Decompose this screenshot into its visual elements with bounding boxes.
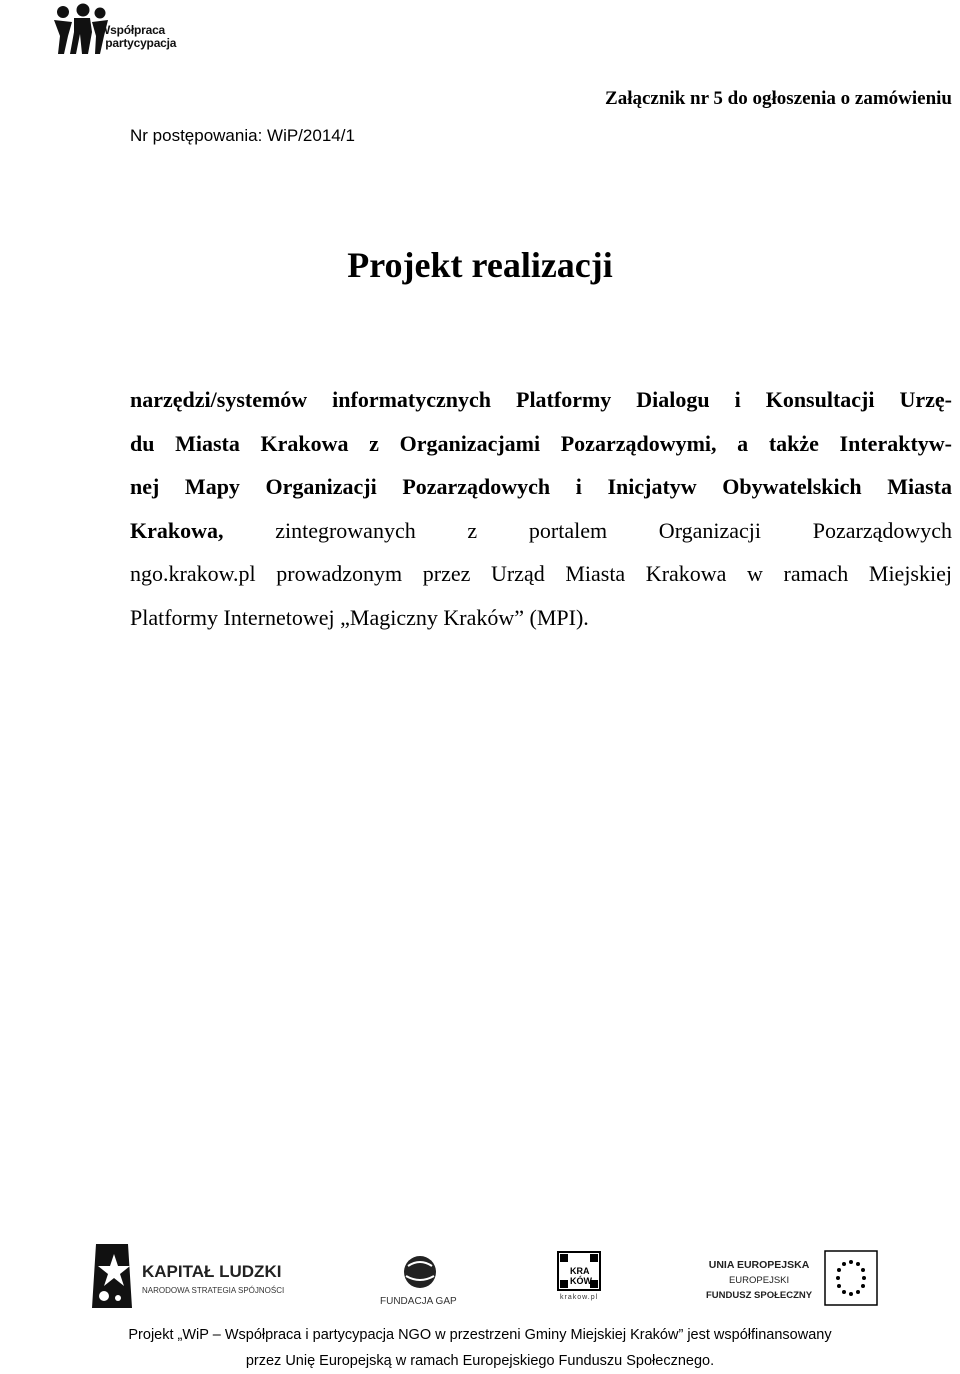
krakow-url: krakow.pl [560,1294,599,1301]
kapital-ludzki-logo [88,1240,288,1312]
body-line-6: Platformy Internetowej „Magiczny Kraków” (MPI). [130,604,589,630]
footer-text [0,1322,960,1374]
logo-text [99,24,176,50]
body-line-4-bold: Krakowa, [130,517,224,543]
krakow-logo [556,1250,602,1304]
fundacja-gap-globe-icon [378,1250,462,1294]
logo-line-1: Współpraca [99,23,166,37]
krakow-mark-text: KRA KÓW [570,1266,592,1286]
fundacja-gap-text: FUNDACJA GAP [380,1296,457,1307]
body-line-4-rest: zintegrowanych z portalem Organizacji Pozarządowych [275,517,952,543]
body-line-2: du Miasta Krakowa z Organizacjami Pozarządowymi, a także Interaktyw- [130,430,952,456]
annex-label: Załącznik nr 5 do ogłoszenia o zamówieniu [605,88,952,109]
procedure-number: Nr postępowania: WiP/2014/1 [130,126,355,145]
eu-logo-text [706,1258,812,1303]
eu-line-1: UNIA EUROPEJSKA [708,1259,810,1271]
body-line-5: ngo.krakow.pl prowadzonym przez Urząd Miasta Krakowa w ramach Miejskiej [130,561,952,586]
footer-line-1: Projekt „WiP – Współpraca i partycypacja NGO w przestrzeni Gminy Miejskiej Kraków” jest współfinansowany [128,1327,832,1343]
kapital-ludzki-star-icon [88,1240,136,1312]
footer-logos [0,1240,960,1320]
kapital-ludzki-name: KAPITAŁ LUDZKI [142,1262,282,1281]
logo-line-2: i partycypacja [99,36,177,50]
footer-line-2: przez Unię Europejską w ramach Europejskiego Funduszu Społecznego. [245,1353,715,1369]
eu-line-3: FUNDUSZ SPOŁECZNY [706,1290,813,1301]
document-body [130,378,952,639]
fundacja-gap-logo [378,1250,462,1310]
document-title: Projekt realizacji [347,245,613,285]
kapital-ludzki-subtitle: NARODOWA STRATEGIA SPÓJNOŚCI [142,1286,285,1295]
eu-line-2: EUROPEJSKI [728,1275,790,1286]
body-line-1: narzędzi/systemów informatycznych Platformy Dialogu i Konsultacji Urzę- [130,387,952,412]
eu-flag-icon [824,1250,878,1306]
eu-logo [700,1248,880,1312]
body-line-4 [130,509,952,553]
body-line-3: nej Mapy Organizacji Pozarządowych i Inicjatyw Obywatelskich Miasta [130,474,952,499]
wip-logo [50,2,200,58]
